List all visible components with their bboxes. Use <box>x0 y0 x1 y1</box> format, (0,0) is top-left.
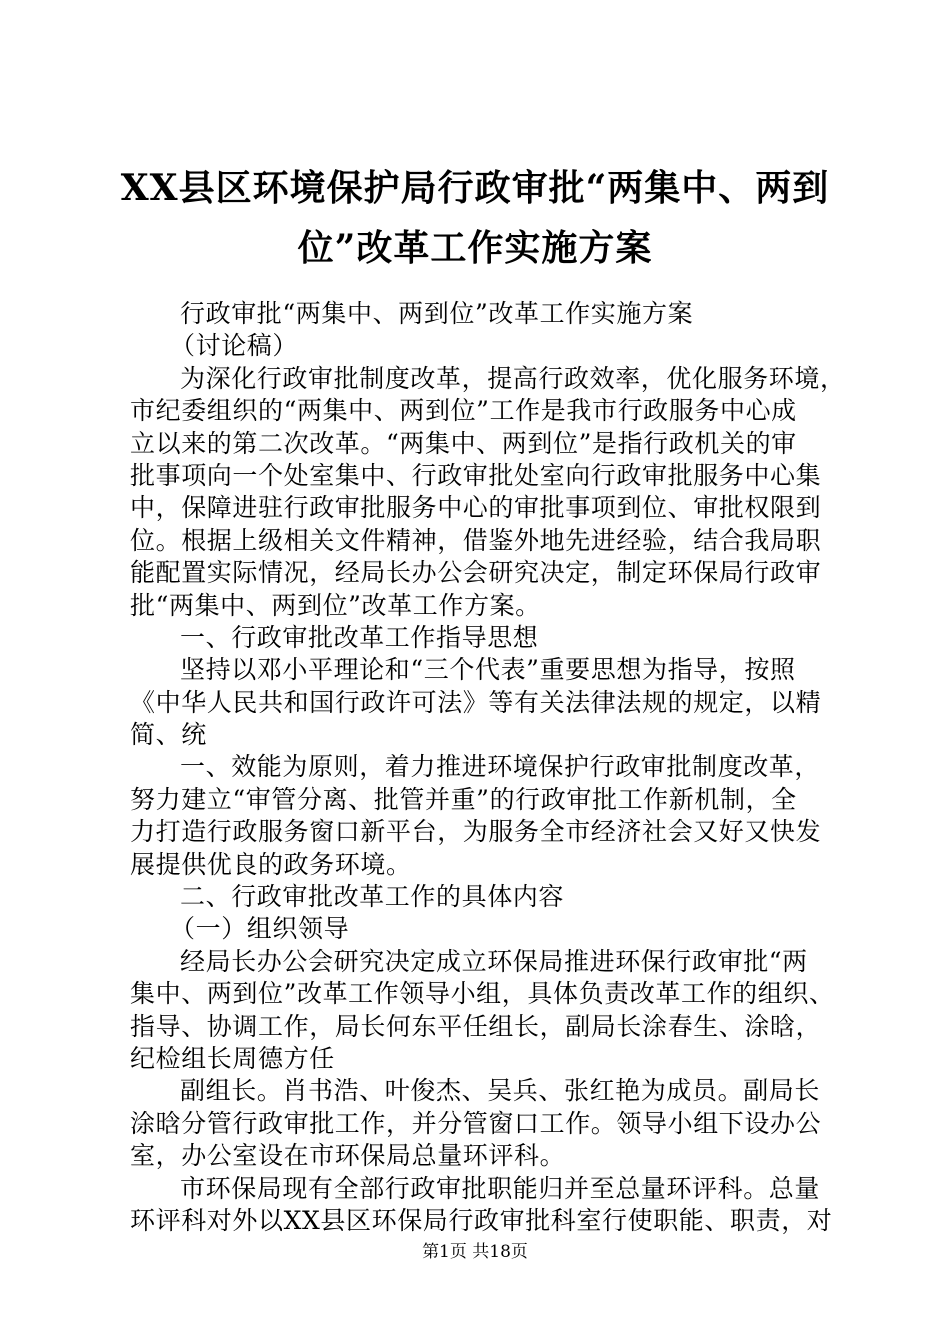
paragraph-line: 展提供优良的政务环境。 <box>130 849 412 879</box>
paragraph-line: 环评科对外以XX县区环保局行政审批科室行使职能、职责，对 <box>130 1205 833 1235</box>
paragraph-line: 集中、两到位”改革工作领导小组，具体负责改革工作的组织、 <box>130 979 835 1009</box>
paragraph-line: 简、统 <box>130 720 207 750</box>
paragraph-line: 经局长办公会研究决定成立环保局推进环保行政审批“两 <box>180 946 808 976</box>
title-line-1: XX县区环境保护局行政审批“两集中、两到 <box>120 167 830 209</box>
subsection-heading: （一）组织领导 <box>170 914 350 944</box>
paragraph-line: 批“两集中、两到位”改革工作方案。 <box>130 590 541 620</box>
section-heading: 一、行政审批改革工作指导思想 <box>180 622 539 652</box>
paragraph-line: 《中华人民共和国行政许可法》等有关法律法规的规定，以精 <box>130 687 822 717</box>
paragraph-line: 坚持以邓小平理论和“三个代表”重要思想为指导，按照 <box>180 655 796 685</box>
paragraph-line: 副组长。肖书浩、叶俊杰、吴兵、张红艳为成员。副局长 <box>180 1076 821 1106</box>
paragraph-line: 努力建立“审管分离、批管并重”的行政审批工作新机制，全 <box>130 784 797 814</box>
page-number-footer: 第1页 共18页 <box>422 1242 528 1262</box>
paragraph-line: 立以来的第二次改革。“两集中、两到位”是指行政机关的审 <box>130 428 797 458</box>
paragraph-line: 市环保局现有全部行政审批职能归并至总量环评科。总量 <box>180 1173 821 1203</box>
paragraph-line: 室，办公室设在市环保局总量环评科。 <box>130 1141 566 1171</box>
paragraph-line: 市纪委组织的“两集中、两到位”工作是我市行政服务中心成 <box>130 396 797 426</box>
paragraph-line: 指导、协调工作，局长何东平任组长，副局长涂春生、涂晗， <box>130 1011 822 1041</box>
paragraph-line: 位。根据上级相关文件精神，借鉴外地先进经验，结合我局职 <box>130 525 822 555</box>
paragraph-line: 为深化行政审批制度改革，提高行政效率，优化服务环境， <box>180 363 846 393</box>
paragraph-line: 批事项向一个处室集中、行政审批处室向行政审批服务中心集 <box>130 460 822 490</box>
paragraph-line: 涂晗分管行政审批工作，并分管窗口工作。领导小组下设办公 <box>130 1108 822 1138</box>
paragraph-line: 纪检组长周德方任 <box>130 1043 335 1073</box>
document-title <box>90 158 860 278</box>
title-line-2: 位”改革工作实施方案 <box>297 227 653 269</box>
section-heading: 二、行政审批改革工作的具体内容 <box>180 882 565 912</box>
subtitle-line: 行政审批“两集中、两到位”改革工作实施方案 <box>180 299 694 328</box>
document-body <box>130 298 850 1237</box>
paragraph-line: 能配置实际情况，经局长办公会研究决定，制定环保局行政审 <box>130 558 822 588</box>
paragraph-line: 一、效能为原则，着力推进环境保护行政审批制度改革， <box>180 752 821 782</box>
draft-note: （讨论稿） <box>170 331 299 361</box>
paragraph-line: 中，保障进驻行政审批服务中心的审批事项到位、审批权限到 <box>130 493 822 523</box>
paragraph-line: 力打造行政服务窗口新平台，为服务全市经济社会又好又快发 <box>130 817 822 847</box>
